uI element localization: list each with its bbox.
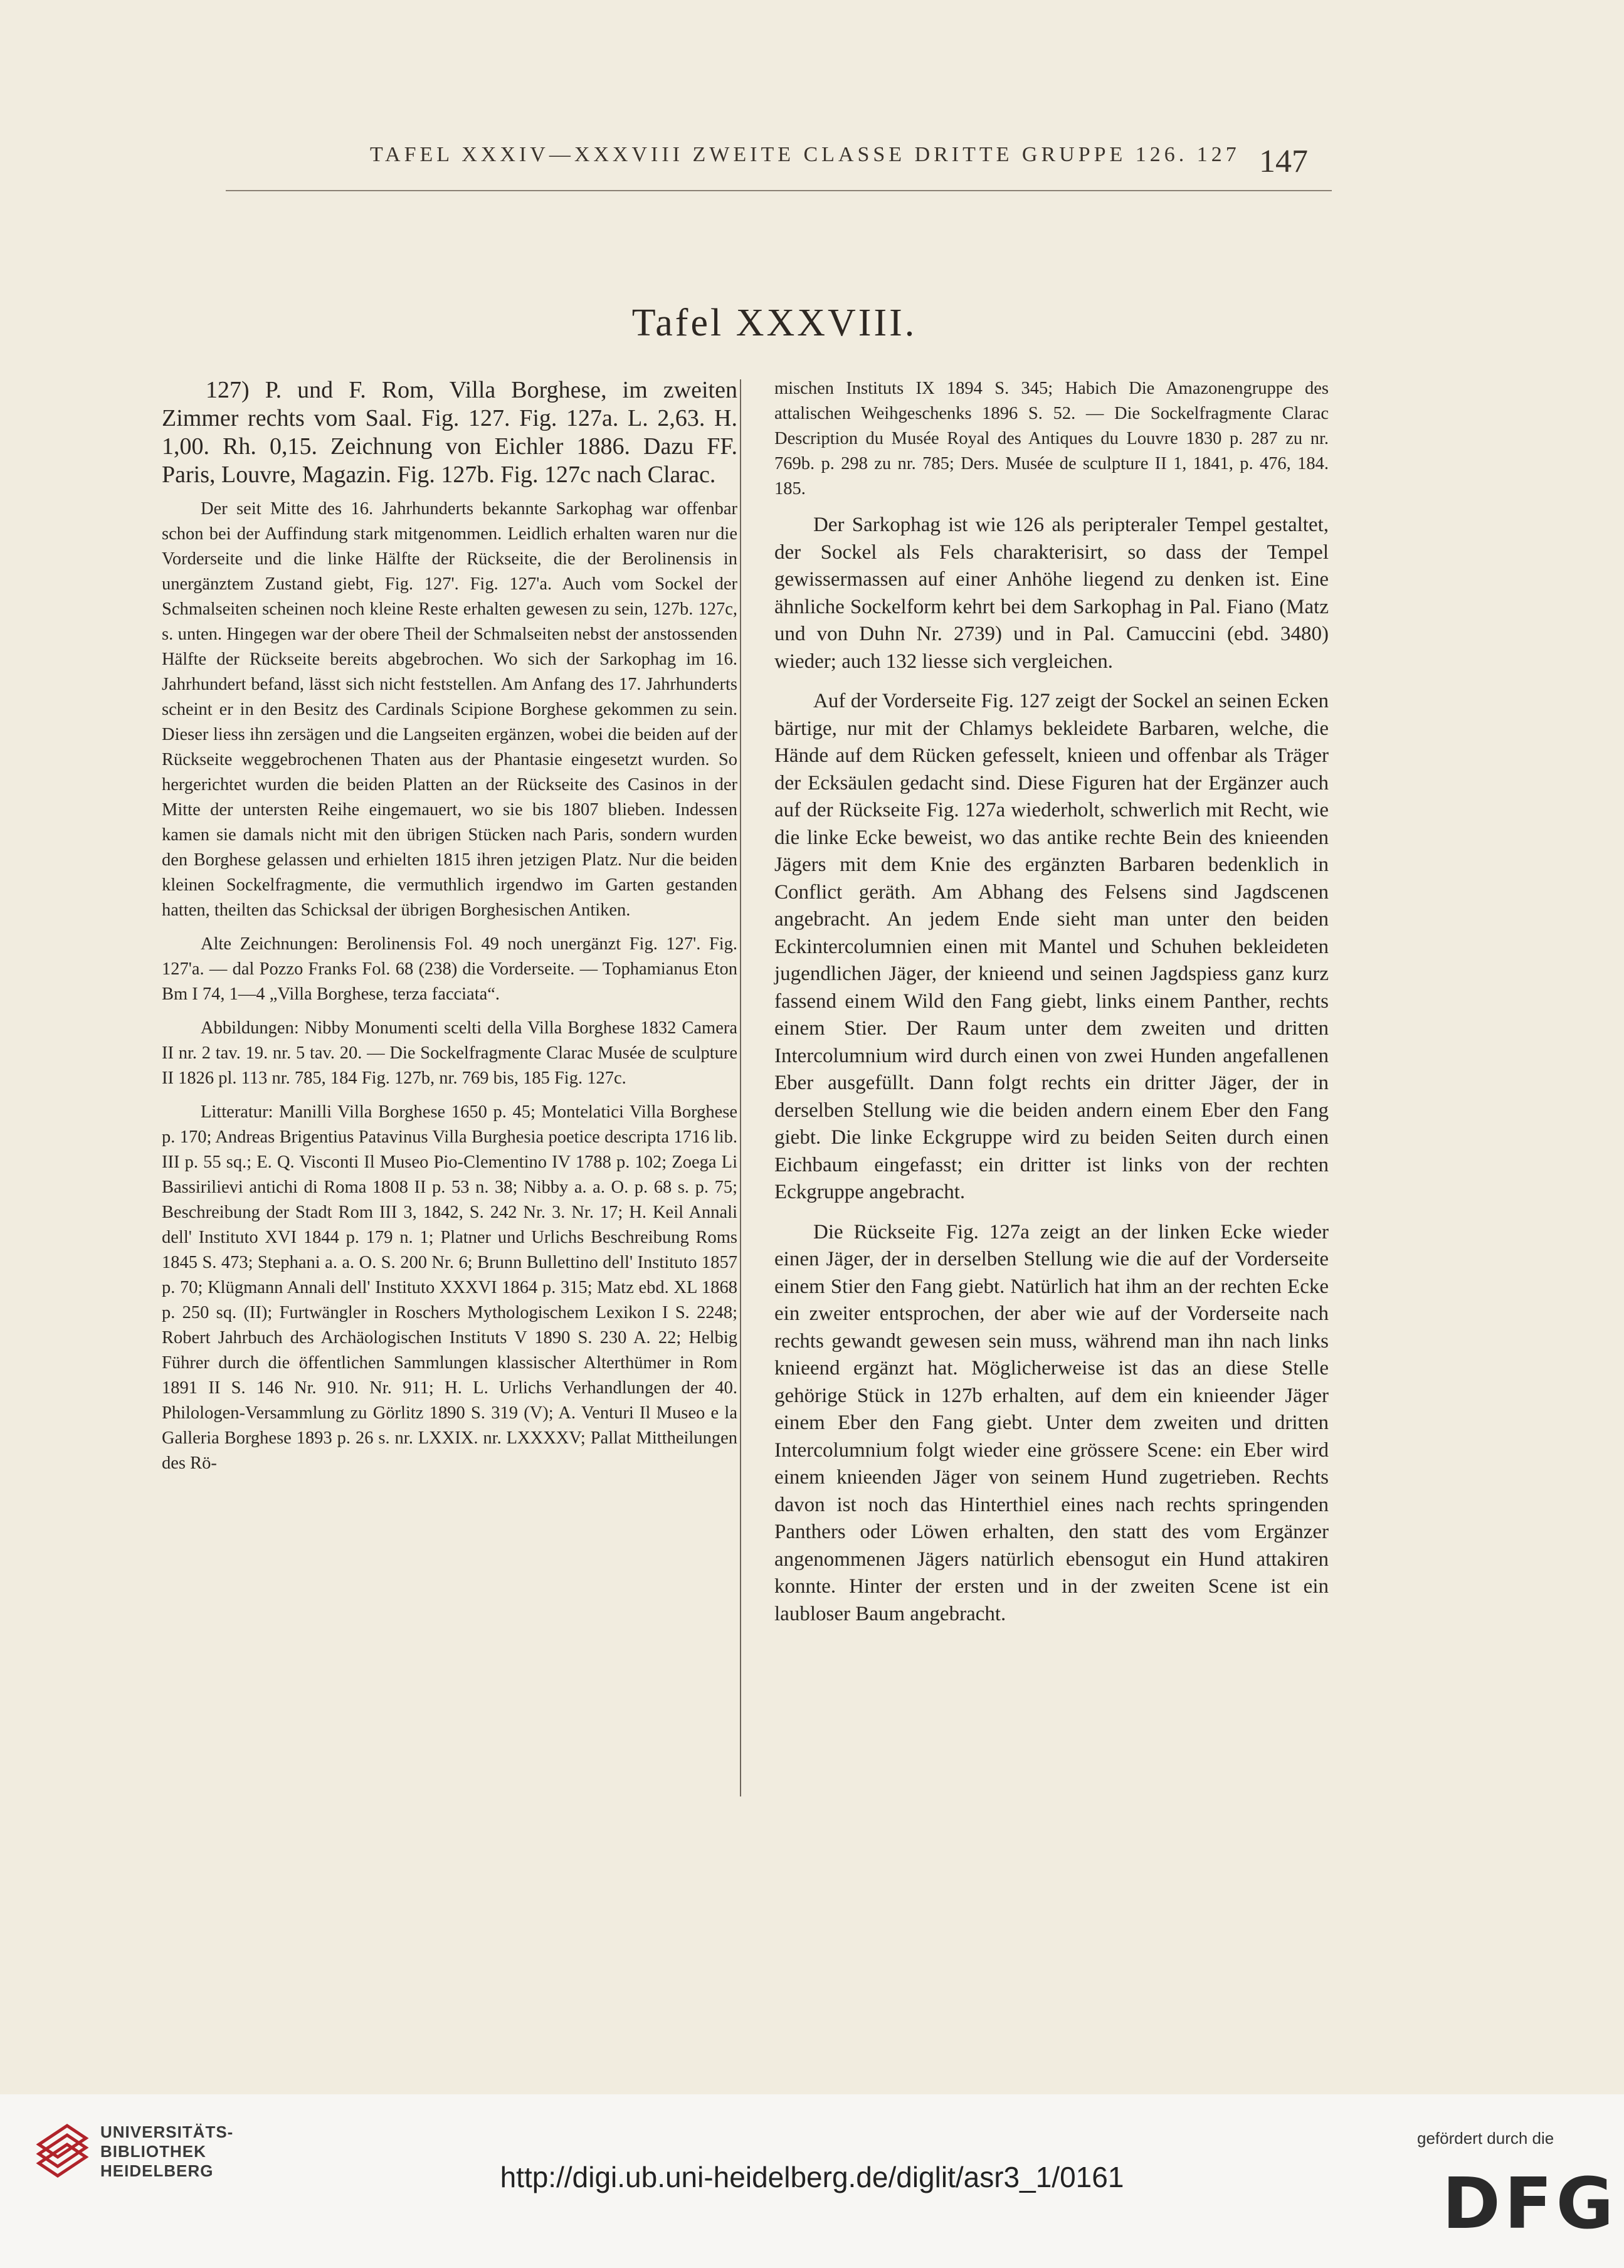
old-drawings-paragraph: Alte Zeichnungen: Berolinensis Fol. 49 noch unergänzt Fig. 127'. Fig. 127'a. — dal Pozzo Franks Fol. 68 (238) die Vorderseite. — Tophamianus Eton Bm I 74, 1—4 „Villa Borghese, terza facciata“. [162,934,737,1004]
right-column [774,376,1329,1640]
running-head: TAFEL XXXIV—XXXVIII ZWEITE CLASSE DRITTE GRUPPE 126. 127 [370,143,1240,166]
dfg-logo[interactable]: DFG [1442,2163,1618,2245]
catalogue-entry: 127) P. und F. Rom, Villa Borghese, im zweiten Zimmer rechts vom Saal. Fig. 127. Fig. 127a. L. 2,63. H. 1,00. Rh. 0,15. Zeichnung von Eichler 1886. Dazu FF. Paris, Louvre, Magazin. Fig. 127b. Fig. 127c nach Clarac. [162,377,737,488]
history-paragraph: Der seit Mitte des 16. Jahrhunderts bekannte Sarkophag war offenbar schon bei der Auffindung stark mitgenommen. Leidlich erhalten waren nur die Vorderseite und die linke Hälfte der Rückseite, die der Berolinensis in unergänztem Zustand giebt, Fig. 127'. Fig. 127'a. Auch vom Sockel der Schmalseiten scheinen noch kleine Reste erhalten gewesen zu sein, 127b. 127c, s. unten. Hingegen war der obere Theil der Schmalseiten nebst der anstossenden Hälfte der Rückseite bereits abgebrochen. Wo sich der Sarkophag im 16. Jahrhundert befand, lässt sich nicht feststellen. Am Anfang des 17. Jahrhunderts scheint er in den Besitz des Cardinals Scipione Borghese gekommen zu sein. Dieser liess ihn zersägen und die Langseiten ergänzen, wobei die beiden auf der Rückseite weggebrochenen Thaten aus der Phantasie eingesetzt wurden. So hergerichtet wurden die beiden Platten an der Rückseite des Casinos in der Mitte der untersten Reihe eingemauert, wo sie bis 1807 blieben. Indessen kamen sie damals nicht mit den übrigen Stücken nach Paris, sondern wurden den Borghese gelassen und erhielten 1815 ihren jetzigen Platz. Nur die beiden kleinen Sockelfragmente, die vermuthlich irgendwo im Garten gestanden hatten, theilten das Schicksal der übrigen Borghesischen Antiken. [162,499,737,920]
funding-caption: gefördert durch die [1417,2129,1554,2148]
permalink-url[interactable]: http://digi.ub.uni-heidelberg.de/diglit/asr3_1/0161 [500,2161,1124,2193]
plate-title: Tafel XXXVIII. [631,302,917,344]
left-column [162,376,737,1485]
library-name-line-1: UNIVERSITÄTS- [100,2123,234,2141]
description-paragraph-1: Der Sarkophag ist wie 126 als peripteraler Tempel gestaltet, der Sockel als Fels charakterisirt, so dass der Tempel gewissermassen auf einer Anhöhe liegend zu denken ist. Eine ähnliche Sockelform kehrt bei dem Sarkophag in Pal. Fiano (Matz und von Duhn Nr. 2739) und in Pal. Camuccini (ebd. 3480) wieder; auch 132 liesse sich vergleichen. [774,514,1329,673]
page-number: 147 [1259,144,1308,179]
description-paragraph-3: Die Rückseite Fig. 127a zeigt an der linken Ecke wieder einen Jäger, der in derselben Stellung wie die auf der Vorderseite einem Stier den Fang giebt. Natürlich hat ihm an der rechten Ecke ein zweiter entsprochen, der aber wie auf der Vorderseite nach rechts gewandt gewesen sein muss, während man ihn nach links knieend ergänzt hat. Möglicherweise ist das an diese Stelle gehörige Stück in 127b erhalten, auf dem ein knieender Jäger einem Eber den Fang giebt. Unter dem zweiten und dritten Intercolumnium folgt wieder eine grössere Scene: ein Eber wird einem knieenden Jäger von seinem Hund zugetrieben. Rechts davon ist noch das Hinterthiel eines nach rechts springenden Panthers oder Löwen erhalten, den statt des vom Ergänzer angenommenen Jägers natürlich ebensogut ein Hund attakiren konnte. Hinter der ersten und in der zweiten Scene ist ein laubloser Baum angebracht. [774,1220,1329,1625]
description-paragraph-2: Auf der Vorderseite Fig. 127 zeigt der Sockel an seinen Ecken bärtige, nur mit der Chlamys bekleidete Barbaren, welche, die Hände auf dem Rücken gefesselt, knieen und offenbar als Träger der Ecksäulen gedacht sind. Diese Figuren hat der Ergänzer auch auf der Rückseite Fig. 127a wiederholt, schwerlich mit Recht, wie die linke Ecke beweist, wo das antike rechte Bein des knieenden Jägers mit dem Knie des ergänzten Barbaren bedenklich in Conflict geräth. Am Abhang des Felsens sind Jagdscenen angebracht. An jedem Ende sieht man unter den beiden Eckintercolumnien einen mit Mantel und Schuhen bekleideten jugendlichen Jäger, der knieend und seinen Jagdspiess ganz kurz fassend einem Wild den Fang giebt, links einem Panther, rechts einem Stier. Der Raum unter dem zweiten und dritten Intercolumnium wird durch einen von zwei Hunden angefallenen Eber ausgefüllt. Dann folgt rechts ein dritter Jäger, der in derselben Stellung wie die beiden andern einem Eber den Fang giebt. Die linke Eckgruppe wird zu beiden Seiten durch einen Eichbaum eingefasst; ein dritter ist links von der rechten Eckgruppe angebracht. [774,690,1329,1203]
header-rule [226,190,1332,191]
column-divider [740,379,741,1796]
literature-paragraph: Litteratur: Manilli Villa Borghese 1650 p. 45; Montelatici Villa Borghese p. 170; Andreas Brigentius Patavinus Villa Burghesia poetice descripta 1716 lib. III p. 55 sq.; E. Q. Visconti Il Museo Pio-Clementino IV 1788 p. 102; Zoega Li Bassirilievi antichi di Roma 1808 II p. 53 n. 38; Nibby a. a. O. p. 68 s. p. 75; Beschreibung der Stadt Rom III 3, 1842, S. 242 Nr. 3. Nr. 17; H. Keil Annali dell' Instituto XVI 1844 p. 179 n. 1; Platner und Urlichs Beschreibung Roms 1845 S. 473; Stephani a. a. O. S. 200 Nr. 6; Brunn Bullettino dell' Instituto 1857 p. 70; Klügmann Annali dell' Instituto XXXVI 1864 p. 315; Matz ebd. XL 1868 p. 250 sq. (II); Furtwängler in Roschers Mythologischem Lexikon I S. 2248; Robert Jahrbuch des Archäologischen Instituts V 1890 S. 230 A. 22; Helbig Führer durch die öffentlichen Sammlungen klassischer Alterthümer in Rom 1891 II S. 146 Nr. 910. Nr. 911; H. L. Urlichs Verhandlungen der 40. Philologen-Versammlung zu Görlitz 1890 S. 319 (V); A. Venturi Il Museo e la Galleria Borghese 1893 p. 26 s. nr. LXXIX. nr. LXXXXV; Pallat Mittheilungen des Rö- [162,1102,737,1473]
library-name-line-2: BIBLIOTHEK [100,2142,206,2161]
literature-continuation: mischen Instituts IX 1894 S. 345; Habich Die Amazonengruppe des attalischen Weihgeschenks 1896 S. 52. — Die Sockelfragmente Clarac Description du Musée Royal des Antiques du Louvre 1830 p. 287 zu nr. 769b. p. 298 zu nr. 785; Ders. Musée de sculpture II 1, 1841, p. 476, 184. 185. [774,379,1329,498]
illustrations-paragraph: Abbildungen: Nibby Monumenti scelti della Villa Borghese 1832 Camera II nr. 2 tav. 19. nr. 5 tav. 20. — Die Sockelfragmente Clarac Musée de sculpture II 1826 pl. 113 nr. 785, 184 Fig. 127b, nr. 769 bis, 185 Fig. 127c. [162,1018,737,1088]
library-name-line-3: HEIDELBERG [100,2161,214,2180]
